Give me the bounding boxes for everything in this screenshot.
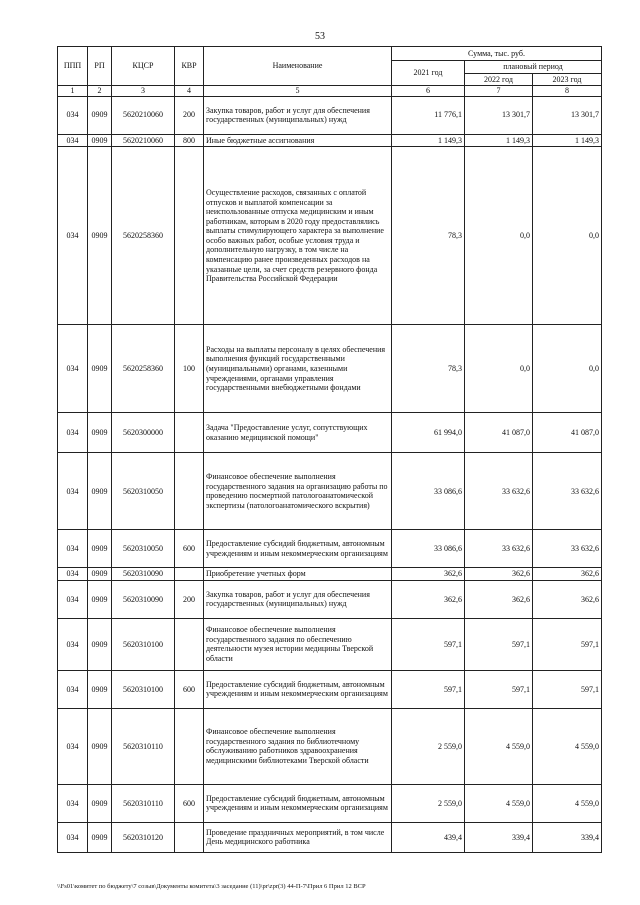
header-2022: 2022 год bbox=[465, 73, 533, 86]
cell-2021: 439,4 bbox=[392, 822, 465, 852]
cell-kvr bbox=[175, 147, 204, 325]
cell-rp: 0909 bbox=[88, 568, 112, 581]
table-body bbox=[58, 96, 602, 852]
cell-name: Предоставление субсидий бюджетным, автономным учреждениям и иным некоммерческим организациям bbox=[204, 530, 392, 568]
cell-ppp: 034 bbox=[58, 618, 88, 670]
cell-name: Закупка товаров, работ и услуг для обеспечения государственных (муниципальных) нужд bbox=[204, 96, 392, 134]
cell-2021: 362,6 bbox=[392, 568, 465, 581]
cell-kvr: 200 bbox=[175, 580, 204, 618]
cell-name: Предоставление субсидий бюджетным, автономным учреждениям и иным некоммерческим организациям bbox=[204, 784, 392, 822]
cell-rp: 0909 bbox=[88, 784, 112, 822]
col-number: 5 bbox=[204, 86, 392, 97]
col-number: 6 bbox=[392, 86, 465, 97]
table-row bbox=[58, 568, 602, 581]
col-number: 3 bbox=[112, 86, 175, 97]
footer-file-path: \\Fs01\комитет по бюджету\7 созыв\Документы комитета\3 заседание (11)\pr\zpr(3) 44-П-7\Прил 6 Прил 12 ВСР bbox=[57, 883, 366, 890]
cell-kcsr: 5620258360 bbox=[112, 325, 175, 413]
cell-rp: 0909 bbox=[88, 134, 112, 147]
table-row bbox=[58, 822, 602, 852]
cell-kcsr: 5620310100 bbox=[112, 670, 175, 708]
header-kcsr: КЦСР bbox=[112, 47, 175, 86]
cell-ppp: 034 bbox=[58, 530, 88, 568]
cell-name: Закупка товаров, работ и услуг для обеспечения государственных (муниципальных) нужд bbox=[204, 580, 392, 618]
cell-2022: 362,6 bbox=[465, 568, 533, 581]
table-header bbox=[58, 47, 602, 97]
table-row bbox=[58, 413, 602, 453]
cell-name: Финансовое обеспечение выполнения государственного задания на организацию работы по проведению посмертной патологоанатомической экспертизы (патологоанатомического вскрытия) bbox=[204, 453, 392, 530]
cell-kvr: 600 bbox=[175, 530, 204, 568]
cell-rp: 0909 bbox=[88, 530, 112, 568]
table-row bbox=[58, 618, 602, 670]
cell-2023: 597,1 bbox=[533, 670, 602, 708]
cell-2022: 1 149,3 bbox=[465, 134, 533, 147]
cell-rp: 0909 bbox=[88, 453, 112, 530]
cell-name: Приобретение учетных форм bbox=[204, 568, 392, 581]
column-number-row bbox=[58, 86, 602, 97]
cell-kcsr: 5620310110 bbox=[112, 708, 175, 784]
col-number: 4 bbox=[175, 86, 204, 97]
cell-kcsr: 5620310090 bbox=[112, 580, 175, 618]
cell-rp: 0909 bbox=[88, 413, 112, 453]
cell-rp: 0909 bbox=[88, 708, 112, 784]
cell-rp: 0909 bbox=[88, 147, 112, 325]
cell-2022: 0,0 bbox=[465, 147, 533, 325]
cell-kcsr: 5620300000 bbox=[112, 413, 175, 453]
cell-kvr: 200 bbox=[175, 96, 204, 134]
cell-2021: 61 994,0 bbox=[392, 413, 465, 453]
cell-kvr: 800 bbox=[175, 134, 204, 147]
cell-name: Расходы на выплаты персоналу в целях обеспечения выполнения функций государственными (муниципальными) органами, казенными учреждениями, органами управления государственными внебюджетными фондами bbox=[204, 325, 392, 413]
cell-ppp: 034 bbox=[58, 708, 88, 784]
cell-rp: 0909 bbox=[88, 670, 112, 708]
cell-2021: 1 149,3 bbox=[392, 134, 465, 147]
cell-kvr bbox=[175, 708, 204, 784]
cell-rp: 0909 bbox=[88, 325, 112, 413]
page-number: 53 bbox=[315, 31, 325, 42]
cell-kcsr: 5620210060 bbox=[112, 134, 175, 147]
header-plan-period: плановый период bbox=[465, 61, 602, 74]
cell-2022: 4 559,0 bbox=[465, 708, 533, 784]
cell-name: Задача "Предоставление услуг, сопутствующих оказанию медицинской помощи" bbox=[204, 413, 392, 453]
table-row bbox=[58, 530, 602, 568]
cell-name: Финансовое обеспечение выполнения государственного задания по библиотечному обслуживанию работников здравоохранения медицинскими библиотеками Тверской области bbox=[204, 708, 392, 784]
cell-2021: 33 086,6 bbox=[392, 530, 465, 568]
cell-kvr: 600 bbox=[175, 670, 204, 708]
header-ppp: ППП bbox=[58, 47, 88, 86]
col-number: 2 bbox=[88, 86, 112, 97]
cell-2021: 78,3 bbox=[392, 325, 465, 413]
cell-2022: 33 632,6 bbox=[465, 453, 533, 530]
header-rp: РП bbox=[88, 47, 112, 86]
table-row bbox=[58, 325, 602, 413]
cell-kcsr: 5620310110 bbox=[112, 784, 175, 822]
cell-name: Осуществление расходов, связанных с оплатой отпусков и выплатой компенсации за неиспользованные отпуска медицинским и иным работникам, которым в 2020 году предоставлялись выплаты стимулирующего характера за выполнение особо важных работ, особые условия труда и дополнительную нагрузку, в том числе на компенсацию ранее произведенных расходов на указанные цели, за счет средств резервного фонда Правительства Российской Федерации bbox=[204, 147, 392, 325]
cell-kvr bbox=[175, 453, 204, 530]
cell-ppp: 034 bbox=[58, 134, 88, 147]
cell-2023: 597,1 bbox=[533, 618, 602, 670]
cell-2022: 339,4 bbox=[465, 822, 533, 852]
cell-ppp: 034 bbox=[58, 147, 88, 325]
cell-2023: 1 149,3 bbox=[533, 134, 602, 147]
table-row bbox=[58, 784, 602, 822]
cell-2023: 4 559,0 bbox=[533, 708, 602, 784]
cell-2022: 362,6 bbox=[465, 580, 533, 618]
cell-rp: 0909 bbox=[88, 580, 112, 618]
col-number: 7 bbox=[465, 86, 533, 97]
cell-2021: 11 776,1 bbox=[392, 96, 465, 134]
cell-kvr bbox=[175, 413, 204, 453]
cell-2021: 362,6 bbox=[392, 580, 465, 618]
cell-2023: 0,0 bbox=[533, 147, 602, 325]
cell-kcsr: 5620210060 bbox=[112, 96, 175, 134]
cell-kvr: 100 bbox=[175, 325, 204, 413]
cell-2022: 597,1 bbox=[465, 618, 533, 670]
cell-name: Иные бюджетные ассигнования bbox=[204, 134, 392, 147]
cell-kvr bbox=[175, 822, 204, 852]
cell-ppp: 034 bbox=[58, 96, 88, 134]
cell-ppp: 034 bbox=[58, 413, 88, 453]
table-row bbox=[58, 134, 602, 147]
cell-2023: 4 559,0 bbox=[533, 784, 602, 822]
cell-ppp: 034 bbox=[58, 822, 88, 852]
cell-name: Проведение праздничных мероприятий, в том числе День медицинского работника bbox=[204, 822, 392, 852]
cell-kcsr: 5620310090 bbox=[112, 568, 175, 581]
header-name: Наименование bbox=[204, 47, 392, 86]
cell-2022: 41 087,0 bbox=[465, 413, 533, 453]
cell-ppp: 034 bbox=[58, 580, 88, 618]
cell-kcsr: 5620310050 bbox=[112, 453, 175, 530]
cell-kvr bbox=[175, 618, 204, 670]
cell-2022: 597,1 bbox=[465, 670, 533, 708]
cell-2021: 597,1 bbox=[392, 618, 465, 670]
cell-rp: 0909 bbox=[88, 822, 112, 852]
cell-2022: 0,0 bbox=[465, 325, 533, 413]
cell-ppp: 034 bbox=[58, 325, 88, 413]
cell-2022: 33 632,6 bbox=[465, 530, 533, 568]
cell-kvr: 600 bbox=[175, 784, 204, 822]
table-row bbox=[58, 147, 602, 325]
cell-2023: 362,6 bbox=[533, 580, 602, 618]
cell-name: Финансовое обеспечение выполнения государственного задания по обеспечению деятельности музея истории медицины Тверской области bbox=[204, 618, 392, 670]
col-number: 1 bbox=[58, 86, 88, 97]
cell-2022: 13 301,7 bbox=[465, 96, 533, 134]
header-kvr: КВР bbox=[175, 47, 204, 86]
header-2023: 2023 год bbox=[533, 73, 602, 86]
cell-rp: 0909 bbox=[88, 96, 112, 134]
table-row bbox=[58, 453, 602, 530]
header-sum: Сумма, тыс. руб. bbox=[392, 47, 602, 61]
cell-ppp: 034 bbox=[58, 670, 88, 708]
cell-2023: 339,4 bbox=[533, 822, 602, 852]
cell-2023: 13 301,7 bbox=[533, 96, 602, 134]
cell-2022: 4 559,0 bbox=[465, 784, 533, 822]
cell-2023: 41 087,0 bbox=[533, 413, 602, 453]
cell-2023: 0,0 bbox=[533, 325, 602, 413]
header-2021: 2021 год bbox=[392, 61, 465, 86]
cell-name: Предоставление субсидий бюджетным, автономным учреждениям и иным некоммерческим организациям bbox=[204, 670, 392, 708]
cell-kcsr: 5620310100 bbox=[112, 618, 175, 670]
table-row bbox=[58, 670, 602, 708]
cell-2021: 597,1 bbox=[392, 670, 465, 708]
cell-rp: 0909 bbox=[88, 618, 112, 670]
col-number: 8 bbox=[533, 86, 602, 97]
table-row bbox=[58, 580, 602, 618]
cell-2021: 2 559,0 bbox=[392, 708, 465, 784]
cell-2023: 33 632,6 bbox=[533, 530, 602, 568]
cell-ppp: 034 bbox=[58, 568, 88, 581]
budget-table bbox=[57, 46, 602, 853]
cell-2021: 78,3 bbox=[392, 147, 465, 325]
table-row bbox=[58, 708, 602, 784]
cell-kcsr: 5620258360 bbox=[112, 147, 175, 325]
cell-kcsr: 5620310050 bbox=[112, 530, 175, 568]
cell-ppp: 034 bbox=[58, 453, 88, 530]
cell-2023: 33 632,6 bbox=[533, 453, 602, 530]
cell-2023: 362,6 bbox=[533, 568, 602, 581]
cell-ppp: 034 bbox=[58, 784, 88, 822]
cell-2021: 2 559,0 bbox=[392, 784, 465, 822]
table-row bbox=[58, 96, 602, 134]
cell-kcsr: 5620310120 bbox=[112, 822, 175, 852]
cell-2021: 33 086,6 bbox=[392, 453, 465, 530]
cell-kvr bbox=[175, 568, 204, 581]
